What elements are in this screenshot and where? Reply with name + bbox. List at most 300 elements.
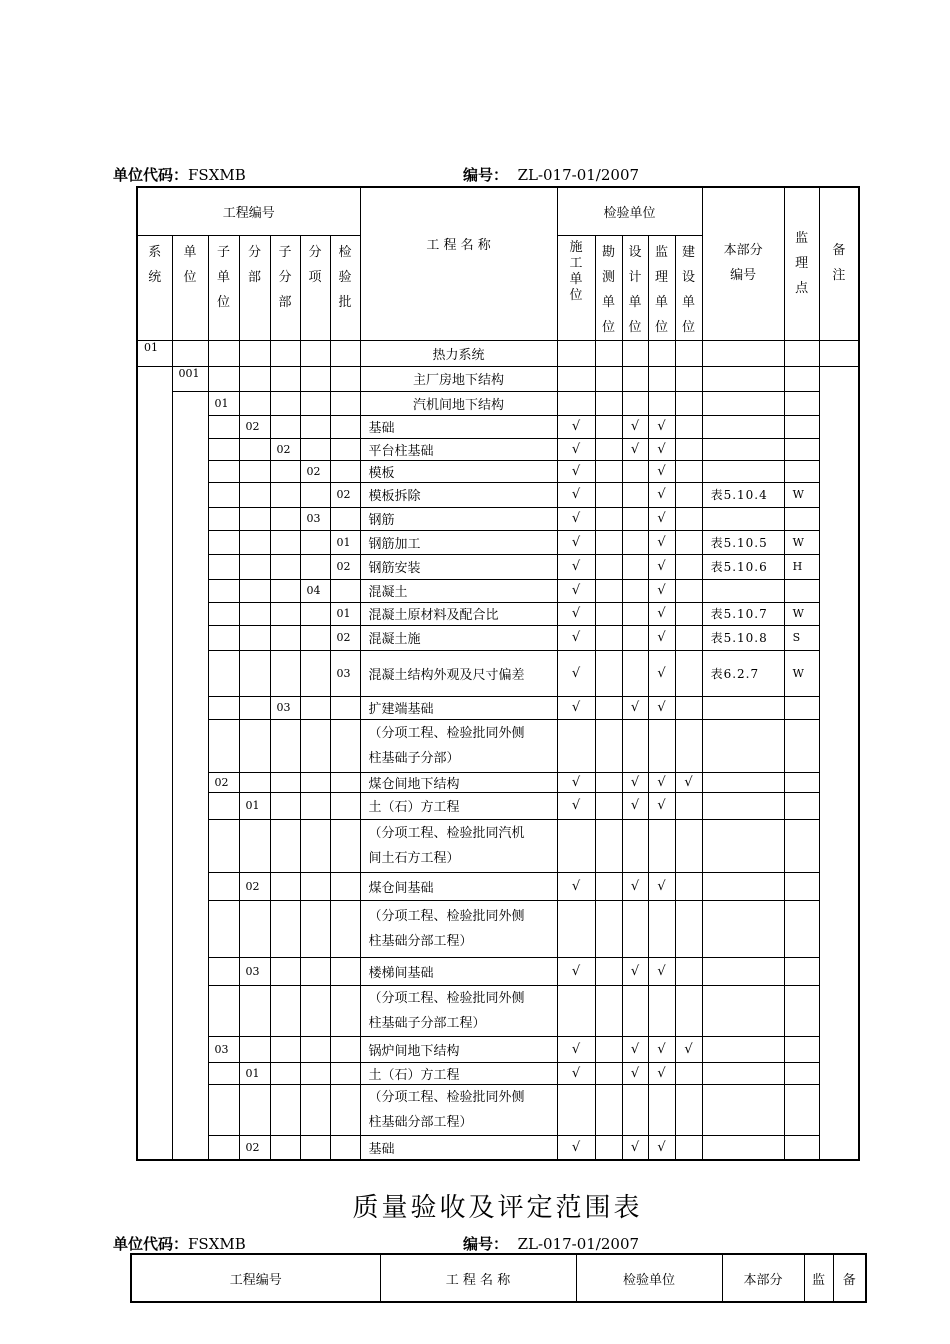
code-cell bbox=[330, 366, 360, 391]
supervision-point-cell bbox=[784, 772, 819, 792]
code-col-header-char: 单 bbox=[183, 244, 197, 260]
check-mark: √ bbox=[648, 872, 675, 900]
inspection-unit-col-header bbox=[648, 235, 675, 340]
remark-header-2: 备 bbox=[833, 1254, 866, 1302]
code-cell: 02 bbox=[330, 554, 360, 579]
check-mark bbox=[595, 719, 622, 772]
code-cell bbox=[330, 1084, 360, 1135]
code-cell bbox=[137, 530, 172, 554]
project-name-cell: 锅炉间地下结构 bbox=[360, 1036, 557, 1062]
project-name-line: （分项工程、检验批同汽机 bbox=[368, 825, 525, 841]
code-cell bbox=[208, 719, 239, 772]
check-mark: √ bbox=[648, 772, 675, 792]
inspection-scope-table bbox=[136, 186, 860, 1161]
project-name-line: 柱基础分部工程） bbox=[368, 933, 473, 949]
code-cell bbox=[208, 340, 239, 366]
code-cell bbox=[239, 1036, 270, 1062]
code-col-header-char: 子 bbox=[216, 244, 230, 260]
supervision-point-cell: S bbox=[784, 625, 819, 650]
code-cell bbox=[270, 1036, 300, 1062]
project-name-line: （分项工程、检验批同外侧 bbox=[368, 908, 525, 924]
code-cell bbox=[300, 340, 330, 366]
code-cell bbox=[300, 772, 330, 792]
code-cell bbox=[137, 391, 172, 415]
supervision-point-cell bbox=[784, 1036, 819, 1062]
code-cell bbox=[137, 438, 172, 460]
code-cell bbox=[208, 872, 239, 900]
part-number-cell bbox=[702, 1135, 784, 1160]
code-cell bbox=[137, 554, 172, 579]
inspection-unit-header: 检验单位 bbox=[557, 187, 702, 235]
part-number-cell bbox=[702, 1084, 784, 1135]
check-mark: √ bbox=[557, 792, 595, 819]
code-cell bbox=[330, 1062, 360, 1084]
code-cell: 02 bbox=[239, 872, 270, 900]
code-cell bbox=[239, 482, 270, 507]
check-mark bbox=[675, 900, 702, 957]
code-cell bbox=[137, 579, 172, 602]
part-number-cell bbox=[702, 792, 784, 819]
code-cell bbox=[208, 819, 239, 872]
code-cell bbox=[172, 772, 208, 792]
check-mark bbox=[675, 985, 702, 1036]
check-mark bbox=[675, 460, 702, 482]
supervision-point-cell bbox=[784, 696, 819, 719]
code-cell bbox=[137, 819, 172, 872]
table-row bbox=[137, 872, 859, 900]
code-cell bbox=[239, 579, 270, 602]
code-cell: 02 bbox=[270, 438, 300, 460]
code-cell: 01 bbox=[137, 340, 172, 366]
code-col-header-char: 位 bbox=[183, 269, 197, 285]
check-mark bbox=[557, 819, 595, 872]
check-mark: √ bbox=[557, 696, 595, 719]
table-row bbox=[137, 602, 859, 625]
project-name-line: 柱基础子分部） bbox=[368, 750, 460, 766]
check-mark bbox=[675, 340, 702, 366]
project-name-cell: 混凝土结构外观及尺寸偏差 bbox=[360, 650, 557, 696]
supervision-point-cell: W bbox=[784, 482, 819, 507]
project-name-cell bbox=[360, 1084, 557, 1135]
unit-code-value-2: FSXMB bbox=[188, 1235, 246, 1253]
check-mark bbox=[595, 792, 622, 819]
code-cell bbox=[239, 696, 270, 719]
inspection-unit-col-header-char: 单 bbox=[628, 294, 642, 310]
supervision-point-cell bbox=[784, 579, 819, 602]
code-cell bbox=[300, 650, 330, 696]
project-name-cell bbox=[360, 900, 557, 957]
code-cell bbox=[270, 719, 300, 772]
check-mark: √ bbox=[622, 1135, 648, 1160]
supervision-point-header bbox=[784, 187, 819, 340]
check-mark bbox=[675, 819, 702, 872]
check-mark: √ bbox=[648, 1135, 675, 1160]
table-row bbox=[137, 366, 859, 391]
inspection-scope-table-2 bbox=[130, 1253, 867, 1303]
code-cell bbox=[208, 366, 239, 391]
check-mark bbox=[595, 554, 622, 579]
table-row bbox=[137, 391, 859, 415]
part-number-cell: 表6.2.7 bbox=[702, 650, 784, 696]
supervision-point-cell: W bbox=[784, 530, 819, 554]
part-number-cell: 表5.10.6 bbox=[702, 554, 784, 579]
inspection-unit-col-header bbox=[557, 235, 595, 340]
supervision-point-cell bbox=[784, 872, 819, 900]
part-number-cell bbox=[702, 415, 784, 438]
code-cell bbox=[330, 1135, 360, 1160]
code-cell bbox=[330, 772, 360, 792]
check-mark: √ bbox=[648, 482, 675, 507]
check-mark bbox=[595, 1036, 622, 1062]
number-value: ZL-017-01/2007 bbox=[517, 166, 640, 184]
code-cell bbox=[137, 482, 172, 507]
code-cell bbox=[330, 507, 360, 530]
code-cell bbox=[137, 900, 172, 957]
table-row bbox=[137, 438, 859, 460]
code-cell bbox=[300, 719, 330, 772]
project-name-cell: 混凝土原材料及配合比 bbox=[360, 602, 557, 625]
code-cell bbox=[300, 530, 330, 554]
check-mark: √ bbox=[557, 579, 595, 602]
code-cell bbox=[137, 985, 172, 1036]
project-name-cell: 平台柱基础 bbox=[360, 438, 557, 460]
table-row bbox=[137, 415, 859, 438]
code-cell bbox=[137, 696, 172, 719]
project-name-cell: 基础 bbox=[360, 415, 557, 438]
check-mark bbox=[595, 460, 622, 482]
code-col-header-char: 分 bbox=[278, 269, 292, 285]
code-cell bbox=[208, 438, 239, 460]
code-cell bbox=[239, 900, 270, 957]
part-number-cell bbox=[702, 900, 784, 957]
project-name-cell: 土（石）方工程 bbox=[360, 792, 557, 819]
remark-cell bbox=[819, 366, 859, 391]
check-mark: √ bbox=[622, 1062, 648, 1084]
code-cell bbox=[172, 482, 208, 507]
table-row bbox=[137, 696, 859, 719]
code-cell bbox=[330, 579, 360, 602]
check-mark: √ bbox=[648, 554, 675, 579]
check-mark bbox=[675, 507, 702, 530]
check-mark bbox=[557, 366, 595, 391]
check-mark bbox=[675, 602, 702, 625]
code-cell bbox=[172, 507, 208, 530]
code-cell bbox=[270, 1062, 300, 1084]
code-cell bbox=[300, 415, 330, 438]
code-cell bbox=[208, 900, 239, 957]
code-cell bbox=[172, 1036, 208, 1062]
code-cell bbox=[172, 340, 208, 366]
part-number-cell bbox=[702, 438, 784, 460]
code-cell bbox=[239, 530, 270, 554]
check-mark bbox=[622, 650, 648, 696]
check-mark bbox=[595, 482, 622, 507]
unit-code-label: 单位代码： bbox=[113, 166, 189, 184]
code-cell bbox=[172, 957, 208, 985]
code-cell bbox=[137, 460, 172, 482]
remark-cell bbox=[819, 530, 859, 554]
code-col-header-char: 验 bbox=[338, 269, 352, 285]
check-mark bbox=[622, 602, 648, 625]
check-mark: √ bbox=[622, 772, 648, 792]
remark-cell bbox=[819, 872, 859, 900]
supervision-point-char-1: 监 bbox=[795, 231, 809, 246]
remark-cell bbox=[819, 602, 859, 625]
code-cell bbox=[172, 1062, 208, 1084]
code-cell: 02 bbox=[330, 482, 360, 507]
code-cell bbox=[137, 415, 172, 438]
code-cell bbox=[239, 625, 270, 650]
header-row-1 bbox=[137, 187, 859, 235]
check-mark bbox=[595, 957, 622, 985]
code-col-header bbox=[239, 235, 270, 340]
document-number-2 bbox=[463, 1233, 639, 1254]
project-name-cell: 主厂房地下结构 bbox=[360, 366, 557, 391]
code-cell: 03 bbox=[300, 507, 330, 530]
check-mark: √ bbox=[622, 792, 648, 819]
check-mark: √ bbox=[648, 792, 675, 819]
code-col-header-char: 分 bbox=[247, 244, 261, 260]
code-cell bbox=[300, 366, 330, 391]
project-name-header bbox=[360, 187, 557, 340]
project-name-line: （分项工程、检验批同外侧 bbox=[368, 725, 525, 741]
check-mark: √ bbox=[557, 415, 595, 438]
code-col-header bbox=[270, 235, 300, 340]
supervision-point-cell bbox=[784, 415, 819, 438]
remark-cell bbox=[819, 1135, 859, 1160]
check-mark: √ bbox=[648, 530, 675, 554]
part-number-cell: 表5.10.4 bbox=[702, 482, 784, 507]
project-name-cell: 热力系统 bbox=[360, 340, 557, 366]
remark-cell bbox=[819, 391, 859, 415]
table-row bbox=[137, 650, 859, 696]
part-number-cell bbox=[702, 391, 784, 415]
project-name-cell: 混凝土 bbox=[360, 579, 557, 602]
inspection-unit-col-header-char: 单 bbox=[682, 294, 696, 310]
unit-code bbox=[113, 164, 246, 185]
check-mark bbox=[675, 482, 702, 507]
check-mark bbox=[595, 696, 622, 719]
code-col-header-char: 检 bbox=[338, 244, 352, 260]
table-row bbox=[137, 792, 859, 819]
check-mark bbox=[675, 1062, 702, 1084]
supervision-point-cell bbox=[784, 438, 819, 460]
project-code-header-2: 工程编号 bbox=[131, 1254, 380, 1302]
code-cell bbox=[172, 650, 208, 696]
code-cell bbox=[239, 985, 270, 1036]
remark-cell bbox=[819, 482, 859, 507]
remark-cell bbox=[819, 554, 859, 579]
table-row bbox=[137, 900, 859, 957]
code-cell bbox=[300, 792, 330, 819]
code-cell bbox=[330, 957, 360, 985]
check-mark: √ bbox=[557, 957, 595, 985]
project-name-line: （分项工程、检验批同外侧 bbox=[368, 1089, 525, 1105]
check-mark bbox=[595, 602, 622, 625]
code-cell bbox=[270, 415, 300, 438]
code-cell bbox=[239, 819, 270, 872]
project-name-header-2: 工 程 名 称 bbox=[380, 1254, 576, 1302]
code-cell bbox=[270, 530, 300, 554]
code-cell bbox=[270, 819, 300, 872]
check-mark bbox=[595, 772, 622, 792]
code-col-header-char: 批 bbox=[338, 294, 352, 310]
code-cell: 01 bbox=[239, 1062, 270, 1084]
part-number-cell bbox=[702, 985, 784, 1036]
part-number-cell bbox=[702, 957, 784, 985]
check-mark bbox=[622, 985, 648, 1036]
project-name-line: （分项工程、检验批同外侧 bbox=[368, 990, 525, 1006]
check-mark: √ bbox=[557, 1062, 595, 1084]
part-number-cell bbox=[702, 1036, 784, 1062]
code-cell bbox=[172, 391, 208, 415]
check-mark bbox=[675, 872, 702, 900]
part-number-cell bbox=[702, 460, 784, 482]
inspection-unit-header-2: 检验单位 bbox=[576, 1254, 722, 1302]
check-mark: √ bbox=[675, 772, 702, 792]
code-cell bbox=[208, 957, 239, 985]
check-mark bbox=[675, 438, 702, 460]
code-cell bbox=[239, 460, 270, 482]
code-cell bbox=[208, 602, 239, 625]
code-cell bbox=[172, 985, 208, 1036]
check-mark bbox=[595, 391, 622, 415]
code-col-header bbox=[172, 235, 208, 340]
remark-cell bbox=[819, 772, 859, 792]
project-name-line: 间土石方工程） bbox=[368, 850, 460, 866]
check-mark: √ bbox=[557, 507, 595, 530]
code-cell bbox=[208, 554, 239, 579]
code-cell bbox=[137, 792, 172, 819]
check-mark bbox=[648, 900, 675, 957]
code-cell bbox=[270, 872, 300, 900]
code-cell: 03 bbox=[239, 957, 270, 985]
inspection-unit-col-header bbox=[622, 235, 648, 340]
code-cell bbox=[270, 1135, 300, 1160]
check-mark: √ bbox=[557, 625, 595, 650]
number-value-2: ZL-017-01/2007 bbox=[517, 1235, 640, 1253]
inspection-unit-col-header-char: 勘 bbox=[602, 244, 616, 260]
code-cell bbox=[172, 460, 208, 482]
table-row bbox=[137, 985, 859, 1036]
supervision-point-cell bbox=[784, 792, 819, 819]
supervision-point-cell bbox=[784, 957, 819, 985]
part-number-header-2: 本部分 bbox=[722, 1254, 804, 1302]
code-cell bbox=[137, 772, 172, 792]
remark-cell bbox=[819, 1084, 859, 1135]
code-cell bbox=[208, 1135, 239, 1160]
code-cell: 001 bbox=[172, 366, 208, 391]
check-mark: √ bbox=[648, 696, 675, 719]
check-mark bbox=[622, 507, 648, 530]
check-mark bbox=[595, 366, 622, 391]
check-mark: √ bbox=[648, 579, 675, 602]
check-mark: √ bbox=[648, 1036, 675, 1062]
unit-code-label-2: 单位代码： bbox=[113, 1235, 189, 1253]
code-cell bbox=[270, 579, 300, 602]
code-cell: 01 bbox=[208, 391, 239, 415]
code-cell bbox=[270, 340, 300, 366]
project-name-cell: 扩建端基础 bbox=[360, 696, 557, 719]
project-name-cell: 模板 bbox=[360, 460, 557, 482]
code-cell bbox=[172, 602, 208, 625]
code-cell bbox=[270, 554, 300, 579]
check-mark: √ bbox=[557, 872, 595, 900]
check-mark bbox=[595, 1062, 622, 1084]
code-cell bbox=[172, 696, 208, 719]
check-mark: √ bbox=[557, 554, 595, 579]
code-cell bbox=[270, 900, 300, 957]
code-cell bbox=[300, 1135, 330, 1160]
check-mark bbox=[595, 415, 622, 438]
check-mark bbox=[675, 1135, 702, 1160]
code-col-header-char: 项 bbox=[308, 269, 322, 285]
check-mark bbox=[557, 391, 595, 415]
part-number-cell bbox=[702, 366, 784, 391]
code-cell bbox=[239, 391, 270, 415]
code-cell bbox=[172, 554, 208, 579]
remark-cell bbox=[819, 650, 859, 696]
code-cell bbox=[300, 696, 330, 719]
table-row bbox=[137, 1084, 859, 1135]
unit-code-value: FSXMB bbox=[188, 166, 246, 184]
check-mark: √ bbox=[557, 1036, 595, 1062]
inspection-unit-col-header-char: 位 bbox=[602, 319, 616, 335]
code-cell bbox=[300, 602, 330, 625]
supervision-point-cell bbox=[784, 366, 819, 391]
check-mark bbox=[622, 340, 648, 366]
inspection-unit-col-header bbox=[595, 235, 622, 340]
supervision-point-cell bbox=[784, 719, 819, 772]
check-mark: √ bbox=[622, 1036, 648, 1062]
number-label-2: 编号： bbox=[463, 1235, 509, 1253]
check-mark bbox=[595, 900, 622, 957]
inspection-unit-col-header-char: 位 bbox=[569, 287, 583, 303]
code-cell bbox=[172, 625, 208, 650]
code-cell bbox=[137, 507, 172, 530]
project-name-line: 柱基础分部工程） bbox=[368, 1114, 473, 1130]
code-cell bbox=[172, 415, 208, 438]
code-cell bbox=[330, 696, 360, 719]
code-cell bbox=[300, 438, 330, 460]
code-col-header bbox=[137, 235, 172, 340]
code-cell bbox=[270, 482, 300, 507]
inspection-unit-col-header-char: 施 bbox=[569, 239, 583, 255]
code-cell bbox=[137, 650, 172, 696]
code-cell bbox=[137, 1062, 172, 1084]
supervision-point-cell bbox=[784, 1135, 819, 1160]
remark-cell bbox=[819, 438, 859, 460]
check-mark bbox=[675, 696, 702, 719]
check-mark: √ bbox=[557, 460, 595, 482]
inspection-unit-col-header-char: 计 bbox=[628, 269, 642, 285]
inspection-unit-col-header-char: 设 bbox=[628, 244, 642, 260]
code-col-header-char: 部 bbox=[278, 294, 292, 310]
code-cell bbox=[239, 366, 270, 391]
code-cell bbox=[172, 792, 208, 819]
code-cell bbox=[208, 482, 239, 507]
remark-cell bbox=[819, 900, 859, 957]
check-mark bbox=[622, 391, 648, 415]
code-cell: 01 bbox=[239, 792, 270, 819]
check-mark bbox=[557, 985, 595, 1036]
code-cell bbox=[239, 507, 270, 530]
check-mark bbox=[648, 340, 675, 366]
check-mark: √ bbox=[648, 1062, 675, 1084]
remark-cell bbox=[819, 985, 859, 1036]
code-cell bbox=[300, 391, 330, 415]
code-cell bbox=[239, 340, 270, 366]
